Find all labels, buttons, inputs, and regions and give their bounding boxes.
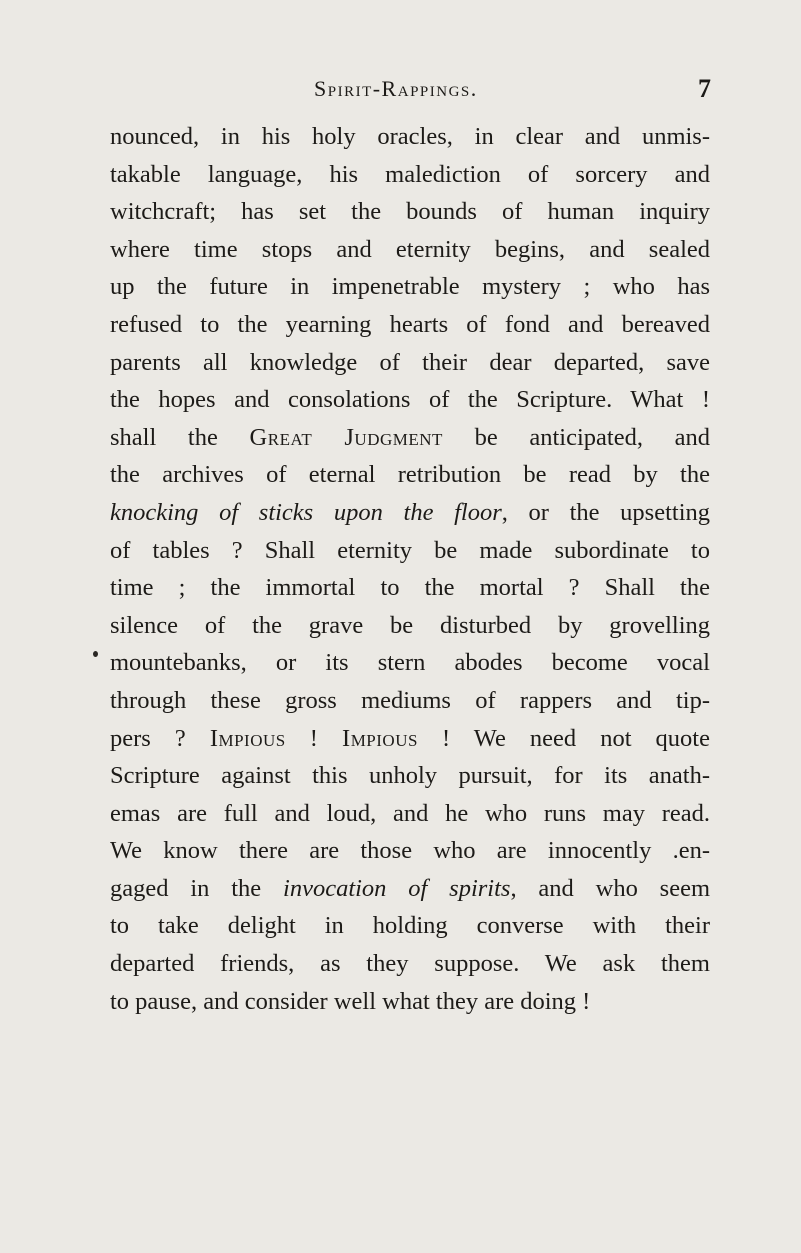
text-line: where time stops and eternity begins, and sealed bbox=[110, 235, 710, 263]
text-line: takable language, his malediction of sorcery and bbox=[110, 160, 710, 188]
text-line: mountebanks, or its stern abodes become vocal bbox=[110, 649, 710, 677]
text-line: We know there are those who are innocently .en- bbox=[110, 837, 710, 865]
text-line: nounced, in his holy oracles, in clear and unmis- bbox=[110, 123, 710, 150]
small-caps-phrase: Great Judgment bbox=[249, 423, 443, 451]
text-line: silence of the grave be disturbed by grovelling bbox=[110, 611, 710, 639]
text-line: witchcraft; has set the bounds of human inquiry bbox=[110, 198, 710, 226]
text-line: the hopes and consolations of the Scripture. What ! bbox=[110, 386, 710, 414]
text-line: up the future in impenetrable mystery ; who has bbox=[110, 273, 710, 301]
italic-phrase: invocation of spirits bbox=[283, 874, 511, 902]
text-line: departed friends, as they suppose. We ask them bbox=[110, 950, 710, 978]
running-title: Spirit-Rappings. bbox=[314, 76, 478, 101]
running-head bbox=[110, 76, 710, 108]
text-line: to pause, and consider well what they are doing ! bbox=[110, 987, 591, 1015]
text-line: time ; the immortal to the mortal ? Shall the bbox=[110, 574, 710, 602]
text-line: emas are full and loud, and he who runs may read. bbox=[110, 799, 710, 827]
text-line: refused to the yearning hearts of fond and bereaved bbox=[110, 310, 710, 338]
text-line: the archives of eternal retribution be read by the bbox=[110, 461, 710, 489]
page-number: 7 bbox=[698, 74, 711, 103]
text-line: gaged in the invocation of spirits, and who seem bbox=[110, 874, 710, 902]
text-line: through these gross mediums of rappers and tip- bbox=[110, 686, 710, 714]
text-line: of tables ? Shall eternity be made subordinate to bbox=[110, 536, 710, 564]
small-caps-word: Impious bbox=[342, 724, 418, 752]
small-caps-word: Impious bbox=[209, 724, 286, 752]
italic-phrase: knocking of sticks upon the floor bbox=[110, 498, 502, 526]
text-line: knocking of sticks upon the floor, or the upsetting bbox=[110, 498, 710, 526]
margin-mark bbox=[93, 651, 98, 657]
text-line: parents all knowledge of their dear departed, save bbox=[110, 348, 710, 376]
text-line: shall the Great Judgment be anticipated, and bbox=[110, 423, 710, 451]
body-text bbox=[110, 118, 710, 1020]
text-line: Scripture against this unholy pursuit, for its anath- bbox=[110, 762, 710, 790]
text-line: pers ? Impious ! Impious ! We need not quote bbox=[110, 724, 710, 752]
text-line: to take delight in holding converse with their bbox=[110, 912, 710, 940]
